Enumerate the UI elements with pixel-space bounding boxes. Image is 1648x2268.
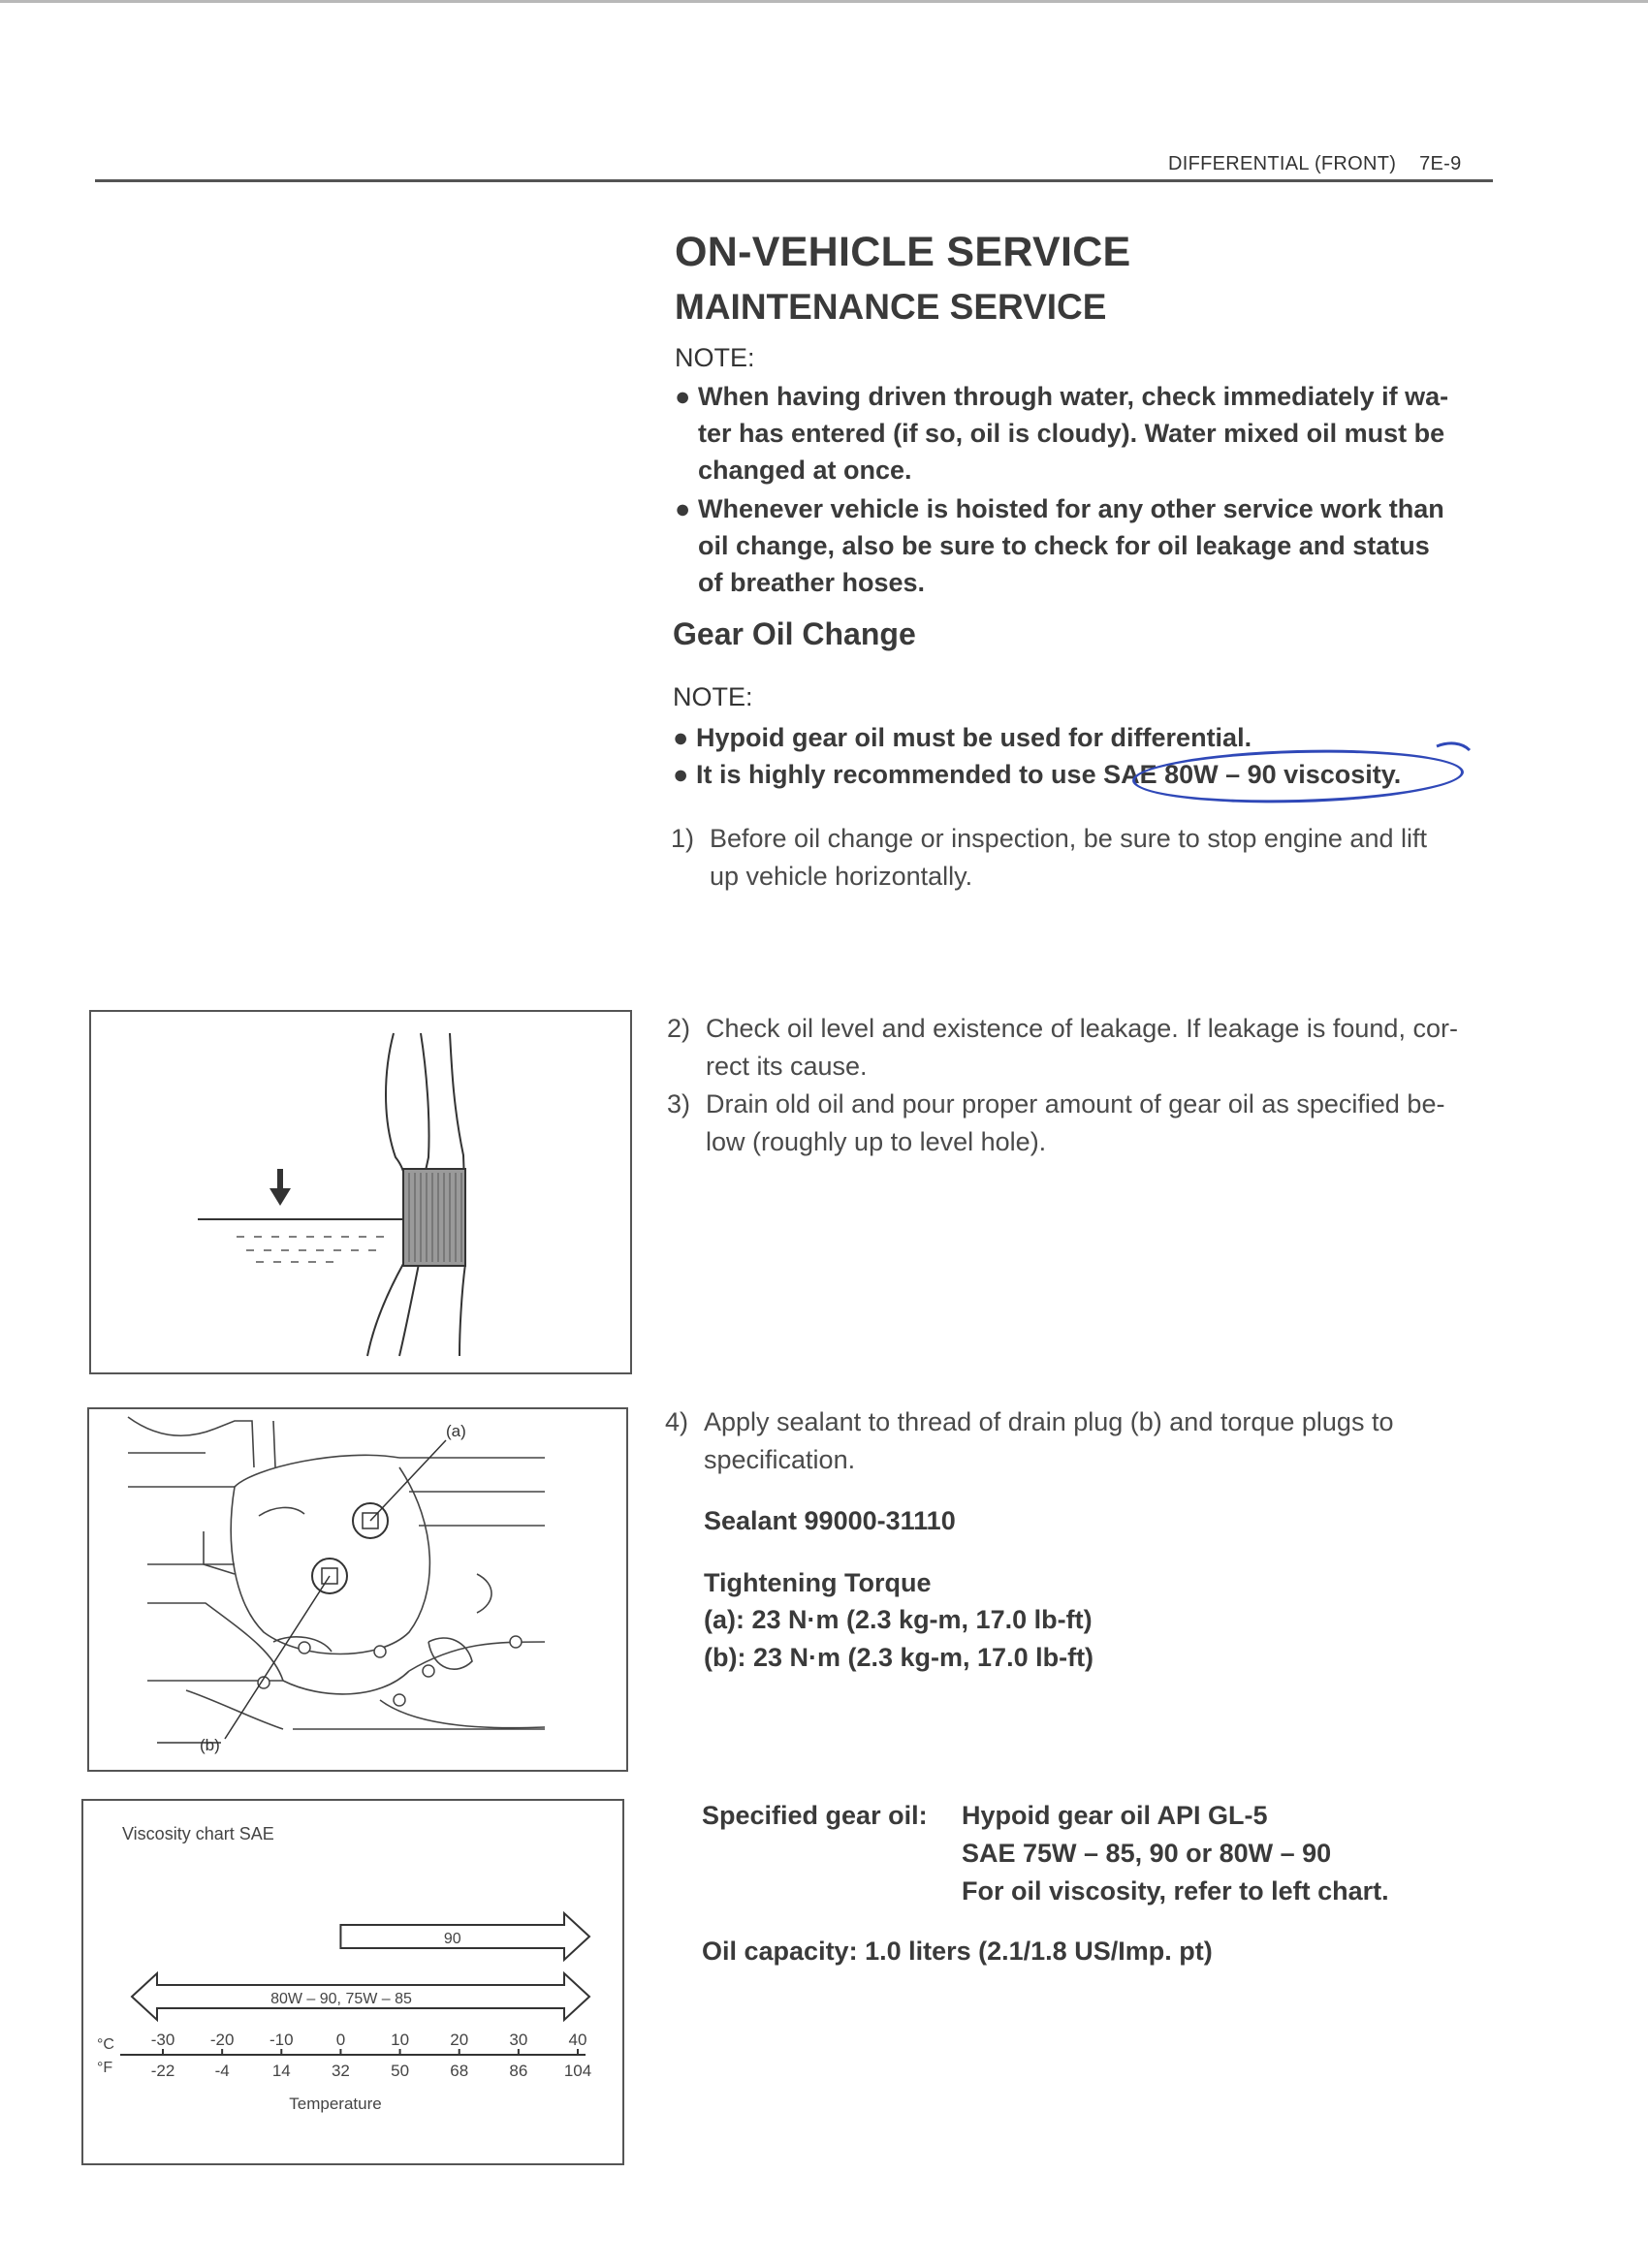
text-line: Before oil change or inspection, be sure to stop engine and lift xyxy=(710,824,1427,853)
unit-celsius: °C xyxy=(97,2036,114,2053)
tick-label-fahrenheit: 14 xyxy=(271,2062,291,2080)
tick-label-celsius: -30 xyxy=(150,2031,175,2049)
viscosity-range-arrow xyxy=(340,1913,589,1960)
text-line: specification. xyxy=(704,1445,856,1474)
step-number: 4) xyxy=(665,1407,689,1436)
viscosity-range-label: 80W – 90, 75W – 85 xyxy=(270,1991,412,2007)
text-line: ter has entered (if so, oil is cloudy). Water mixed oil must be xyxy=(698,419,1445,448)
callout-b: (b) xyxy=(200,1736,220,1754)
text-line: oil change, also be sure to check for oil leakage and status xyxy=(698,531,1430,560)
oil-level-drawing xyxy=(91,1012,630,1372)
step-number: 1) xyxy=(671,824,695,853)
callout-a: (a) xyxy=(446,1422,466,1440)
text-line: changed at once. xyxy=(698,456,912,485)
tick-label-fahrenheit: 104 xyxy=(563,2062,592,2080)
bullet-icon: ● xyxy=(675,494,691,523)
text-line: It is highly recommended to use xyxy=(696,760,1104,789)
text-line: Drain old oil and pour proper amount of gear oil as specified be- xyxy=(706,1089,1445,1118)
specified-oil-line-2: SAE 75W – 85, 90 or 80W – 90 xyxy=(962,1839,1332,1868)
tick-label-celsius: 20 xyxy=(450,2031,469,2049)
header-rule xyxy=(95,179,1493,182)
sealant-spec: Sealant 99000-31110 xyxy=(704,1506,956,1535)
tick-label-fahrenheit: 86 xyxy=(509,2062,528,2080)
step-number: 3) xyxy=(667,1089,691,1118)
running-head xyxy=(1168,153,1462,175)
viscosity-chart xyxy=(81,1799,624,2165)
step-4 xyxy=(665,1403,1499,1479)
x-axis-label: Temperature xyxy=(289,2095,382,2113)
note-label: NOTE: xyxy=(673,682,753,711)
text-line: Apply sealant to thread of drain plug (b) and torque plugs to xyxy=(704,1407,1394,1436)
top-scan-edge xyxy=(0,0,1648,3)
note-label: NOTE: xyxy=(675,343,755,372)
bullet-icon: ● xyxy=(673,760,689,789)
torque-b: (b): 23 N·m (2.3 kg-m, 17.0 lb-ft) xyxy=(704,1643,1094,1672)
step-2 xyxy=(667,1010,1501,1086)
text-line: up vehicle horizontally. xyxy=(710,862,973,891)
unit-fahrenheit: °F xyxy=(97,2060,113,2076)
tick-label-celsius: -20 xyxy=(209,2031,235,2049)
step-1 xyxy=(671,820,1505,896)
arrow-down-icon xyxy=(269,1169,291,1206)
bullet-icon: ● xyxy=(675,382,691,411)
section-title: DIFFERENTIAL (FRONT) xyxy=(1168,153,1397,174)
tick-label-celsius: 40 xyxy=(568,2031,587,2049)
note2-bullet-1 xyxy=(673,719,1252,756)
tick-label-fahrenheit: 68 xyxy=(450,2062,469,2080)
figure-drain-plugs xyxy=(87,1407,628,1772)
handwritten-stroke xyxy=(1435,739,1474,768)
text-line: When having driven through water, check immediately if wa- xyxy=(698,382,1449,411)
text-line: low (roughly up to level hole). xyxy=(706,1127,1047,1156)
circled-text: SAE 80W – 90 viscosity. xyxy=(1103,760,1402,789)
specified-oil-label: Specified gear oil: xyxy=(702,1801,928,1830)
differential-drawing xyxy=(89,1409,626,1770)
text-line: Whenever vehicle is hoisted for any other service work than xyxy=(698,494,1444,523)
torque-label: Tightening Torque xyxy=(704,1568,932,1597)
heading-maintenance-service: MAINTENANCE SERVICE xyxy=(675,287,1107,327)
viscosity-range-label: 90 xyxy=(443,1931,461,1947)
chart-plot xyxy=(83,1801,622,2163)
chart-title: Viscosity chart SAE xyxy=(122,1824,274,1843)
step-number: 2) xyxy=(667,1014,691,1043)
note1-bullet-1 xyxy=(675,378,1503,488)
step-3 xyxy=(667,1086,1501,1161)
tick-label-fahrenheit: 50 xyxy=(391,2062,410,2080)
tick-label-celsius: 30 xyxy=(509,2031,528,2049)
oil-capacity: Oil capacity: 1.0 liters (2.1/1.8 US/Imp. pt) xyxy=(702,1937,1213,1966)
tick-label-celsius: -10 xyxy=(269,2031,294,2049)
tick-label-celsius: 0 xyxy=(335,2031,346,2049)
text-line: Hypoid gear oil must be used for differential. xyxy=(696,723,1252,752)
page-number: 7E-9 xyxy=(1419,153,1462,174)
tick-label-fahrenheit: -22 xyxy=(150,2062,175,2080)
text-line: of breather hoses. xyxy=(698,568,926,597)
torque-a: (a): 23 N·m (2.3 kg-m, 17.0 lb-ft) xyxy=(704,1605,1093,1634)
text-line: Check oil level and existence of leakage. If leakage is found, cor- xyxy=(706,1014,1458,1043)
specified-oil-line-3: For oil viscosity, refer to left chart. xyxy=(962,1876,1389,1906)
heading-gear-oil-change: Gear Oil Change xyxy=(673,616,916,651)
text-line: rect its cause. xyxy=(706,1052,868,1081)
tick-label-fahrenheit: -4 xyxy=(214,2062,230,2080)
note1-bullet-2 xyxy=(675,490,1503,601)
figure-oil-level xyxy=(89,1010,632,1374)
specified-oil-line-1: Hypoid gear oil API GL-5 xyxy=(962,1801,1268,1830)
bullet-icon: ● xyxy=(673,723,689,752)
tick-label-celsius: 10 xyxy=(391,2031,410,2049)
tick-label-fahrenheit: 32 xyxy=(331,2062,350,2080)
heading-on-vehicle-service: ON-VEHICLE SERVICE xyxy=(675,229,1131,275)
